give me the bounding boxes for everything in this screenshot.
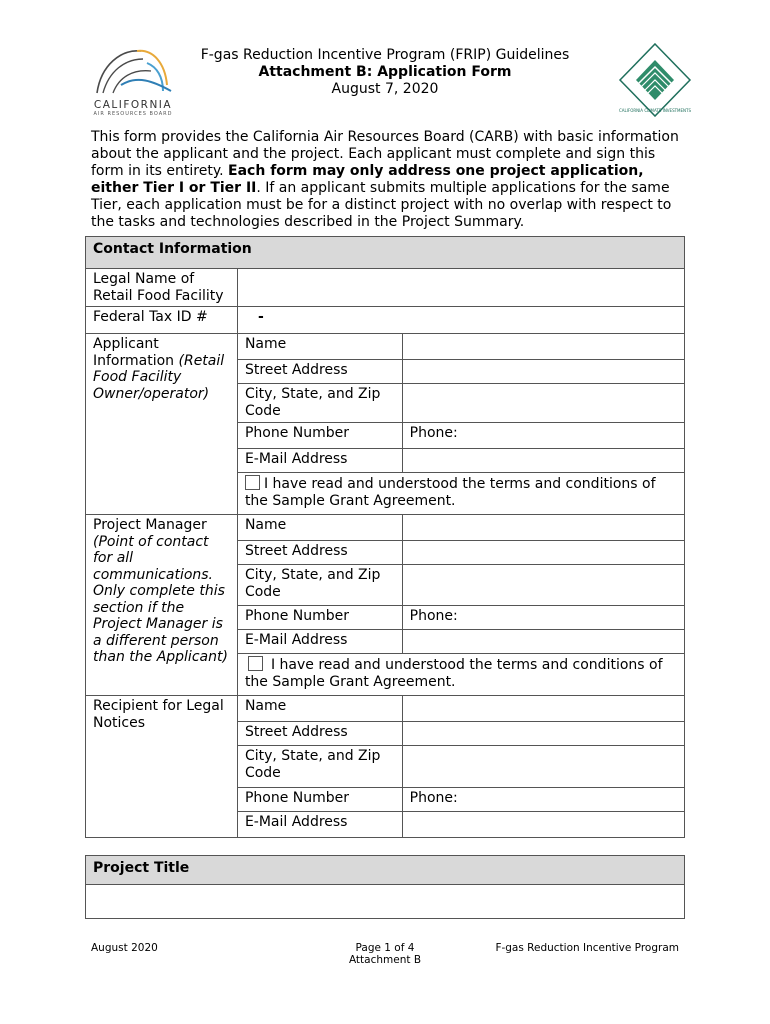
legal-email-field[interactable]	[402, 812, 684, 838]
footer-page-number: Page 1 of 4	[355, 942, 415, 954]
applicant-ack-checkbox[interactable]	[245, 475, 260, 490]
footer-program: F-gas Reduction Incentive Program	[495, 942, 679, 954]
legal-city-label: City, State, and Zip Code	[237, 746, 402, 788]
header-subtitle: Attachment B: Application Form	[258, 64, 512, 80]
intro-text-1: This form provides the California Air Resources Board (CARB) with basic information about the applicant and the project. Each applicant must complete and sign this form in its entirety.	[91, 129, 679, 179]
legal-phone-field[interactable]: Phone:	[402, 788, 684, 812]
applicant-city-label: City, State, and Zip Code	[237, 384, 402, 423]
applicant-email-label: E-Mail Address	[237, 449, 402, 473]
pm-label	[86, 515, 238, 696]
pm-ack-checkbox[interactable]	[248, 656, 263, 671]
legal-name-contact-field[interactable]	[402, 696, 684, 722]
pm-phone-field[interactable]: Phone:	[402, 606, 684, 630]
applicant-label	[86, 334, 238, 515]
legal-label: Recipient for Legal Notices	[86, 696, 238, 838]
page-header	[0, 47, 770, 98]
intro-text-2: . If an applicant submits multiple applications for the same Tier, each application must be for a distinct project with no overlap with respect to the tasks and technologies described in the Project Summary.	[91, 180, 672, 230]
pm-email-label: E-Mail Address	[237, 630, 402, 654]
project-title-table	[85, 855, 685, 919]
pm-email-field[interactable]	[402, 630, 684, 654]
pm-street-label: Street Address	[237, 541, 402, 565]
footer-attachment: Attachment B	[348, 954, 422, 966]
intro-paragraph	[91, 129, 691, 231]
header-date: August 7, 2020	[331, 81, 439, 97]
footer-page	[300, 942, 470, 966]
applicant-street-field[interactable]	[402, 360, 684, 384]
carb-logo-sub: AIR RESOURCES BOARD	[93, 111, 173, 117]
project-title-field[interactable]	[86, 885, 685, 919]
applicant-city-field[interactable]	[402, 384, 684, 423]
tax-id-field[interactable]: -	[237, 307, 684, 334]
pm-name-label: Name	[237, 515, 402, 541]
project-title-header: Project Title	[86, 856, 685, 885]
applicant-phone-field[interactable]: Phone:	[402, 423, 684, 449]
applicant-ack-text: I have read and understood the terms and conditions of the Sample Grant Agreement.	[244, 476, 656, 509]
applicant-name-field[interactable]	[402, 334, 684, 360]
carb-logo-name: CALIFORNIA	[93, 99, 173, 111]
pm-label-text: Project Manager	[93, 517, 207, 533]
legal-name-label: Legal Name of Retail Food Facility	[86, 269, 238, 307]
applicant-email-field[interactable]	[402, 449, 684, 473]
pm-city-label: City, State, and Zip Code	[237, 565, 402, 606]
legal-phone-label: Phone Number	[237, 788, 402, 812]
applicant-street-label: Street Address	[237, 360, 402, 384]
legal-name-contact-label: Name	[237, 696, 402, 722]
applicant-phone-label: Phone Number	[237, 423, 402, 449]
pm-street-field[interactable]	[402, 541, 684, 565]
applicant-ack	[237, 473, 684, 515]
pm-city-field[interactable]	[402, 565, 684, 606]
legal-email-label: E-Mail Address	[237, 812, 402, 838]
intro-text-bold: Each form may only address one project application, either Tier I or Tier II	[91, 163, 644, 196]
contact-information-table	[85, 236, 685, 838]
footer-date: August 2020	[91, 942, 158, 954]
pm-label-note: (Point of contact for all communications. Only complete this section if the Project Manager is a different person than the Applicant)	[93, 533, 228, 665]
legal-street-field[interactable]	[402, 722, 684, 746]
pm-phone-label: Phone Number	[237, 606, 402, 630]
contact-information-header: Contact Information	[86, 237, 685, 269]
legal-street-label: Street Address	[237, 722, 402, 746]
tax-id-label: Federal Tax ID #	[86, 307, 238, 334]
applicant-label-text: Applicant Information	[93, 336, 175, 369]
applicant-label-note: (Retail Food Facility Owner/operator)	[93, 352, 225, 402]
legal-name-field[interactable]	[237, 269, 684, 307]
pm-ack	[237, 654, 684, 696]
header-title: F-gas Reduction Incentive Program (FRIP) Guidelines	[200, 47, 570, 63]
cci-logo-text: CALIFORNIA CLIMATE INVESTMENTS	[618, 108, 692, 113]
applicant-name-label: Name	[237, 334, 402, 360]
pm-name-field[interactable]	[402, 515, 684, 541]
pm-ack-text: I have read and understood the terms and conditions of the Sample Grant Agreement.	[244, 657, 663, 690]
legal-city-field[interactable]	[402, 746, 684, 788]
